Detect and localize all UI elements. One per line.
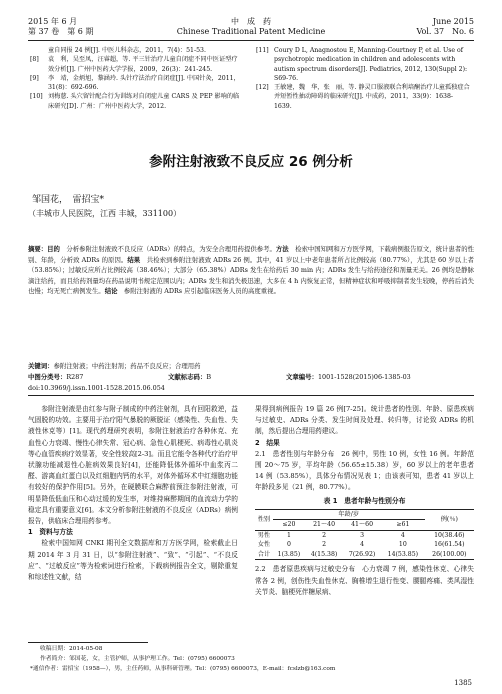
header-journal-cn: 中 成 药 — [231, 17, 271, 26]
footnote-corresponding: *通信作者：雷招宝（1958—），男，主任药师，从事科研管理。Tel：(0795) 6600073，E-mail：fcslzb@163.com — [30, 666, 336, 672]
methods-paragraph: 检索中国知网 CNKI 期刊全文数据库和万方医学网，检索截止日期 2014 年 3 月 31 日，以“参附注射液”、“致”、“引起”、“不良反应”、“过敏反应”等为检索词进行检索，下载病例报告全文，剔除重复和综述性文献，结 — [28, 539, 238, 582]
table-row: 女性 0 2 4 10 16(61.54) — [257, 541, 465, 549]
table-header-age: 年龄/岁 — [273, 509, 425, 520]
references-left — [30, 46, 242, 111]
article-affiliation: （丰城市人民医院，江西 丰城，331100） — [28, 209, 182, 218]
footnote-rule — [28, 642, 148, 643]
result-label: 结果 — [127, 255, 141, 264]
method-label: 方法 — [275, 245, 289, 253]
reference-item: [11] Coury D L, Anagnostou E, Manning-Courtney P, et al. Use of psychotropic medication in children and adolescents with autism spectrum disorders[J]. Pediatrics, 2012, 130(Suppl 2): S69-76. — [256, 47, 468, 82]
page-number: 1385 — [454, 679, 472, 687]
doi-line: doi:10.3969/j.issn.1001-1528.2015.06.054 — [28, 384, 165, 392]
table-header-age-group: ≤20 — [273, 520, 305, 531]
article-authors: 邹国花， 雷招宝* — [32, 195, 105, 205]
footnote-received: 收稿日期：2014-05-08 — [40, 646, 103, 652]
subsection-2-1: 2.1 患者性别与年龄分布 26 例中，男性 10 例，女性 16 例。年龄范围 20～75 岁，平均年龄（56.65±15.38）岁，60 岁以上的老年患者 14 例（53.85%），具体分布情况见表 1；由该表可知，患者 41 岁以上年龄段多见（21 例，80.77%）。 — [255, 449, 474, 492]
keywords-line — [28, 361, 474, 371]
article-title: 参附注射液致不良反应 26 例分析 — [149, 154, 353, 170]
header-rule — [28, 40, 474, 41]
abstract-aim: 分析参附注射液致不良反应（ADRs）的特点，为安全合理用药提供参考。 — [66, 245, 276, 253]
table-row: 男性 1 2 3 4 10(38.46) — [257, 531, 465, 539]
abstract — [28, 244, 474, 297]
doc-code-field: 文献标志码：B — [168, 373, 212, 381]
footnote-author: 作者简介：邹国花，女，主管护师，从事护理工作。Tel：(0795) 6600073 — [40, 656, 235, 662]
table-header-cases: 例(％) — [425, 509, 474, 530]
abstract-label: 摘要： — [28, 245, 48, 253]
table-header-sex: 性别 — [255, 509, 273, 530]
header-volume-en: Vol. 37 No. 6 — [416, 27, 474, 36]
running-header — [28, 17, 474, 39]
age-sex-table — [255, 509, 474, 561]
table-row: 合计 1(3.85) 4(15.38) 7(26.92) 14(53.85) 26(100.00) — [255, 550, 474, 560]
table-title: 表 1 患者年龄与性别分布 — [323, 496, 406, 505]
body-rule — [28, 395, 474, 396]
abstract-result: 共检索到参附注射液致 ADRs 26 例。其中，41 岁以上中老年患者所占比例较高（80.77%），尤其是 60 岁以上者（53.85%）；过敏反应所占比例较高（38.46%）；大部分（65.38%）ADRs 发生在给药后 30 min 内；ADRs 发生与给药途径和剂量无关。26 例均是静脉滴注给药，而且给药剂量均在药品说明书规定范围以内；ADRs 发生和消失极迅速，大多在 4 h 内恢复正常，但精神症状和呼吸抑制者发生较晚，停药后消失也慢；均无死亡病例发生。 — [28, 255, 475, 295]
reference-item: [12] 王敏建，魏 华，张 丽，等. 静灵口服液联合利培酮治疗儿童孤独症合并短暂性抽动障碍的临床研究[J]. 中成药，2011，33(9)：1638-1639. — [256, 84, 470, 110]
body-column-right — [255, 404, 474, 598]
keywords-label: 关键词： — [28, 362, 54, 370]
clc-field: 中图分类号：R287 — [28, 373, 84, 381]
header-volume: 第 37 卷 第 6 期 — [28, 27, 94, 36]
reference-item: 童自同报 24 例[J]. 中医儿科杂志，2011，7(4)：51-53. — [48, 47, 206, 54]
reference-item: [10] 刘梅慈. 头穴留针配合行为训练对自闭症儿童 CARS 及 PEP 影响的临床研究[D]. 广州：广州中医药大学，2012. — [30, 93, 240, 110]
section-heading: 1 资料与方法 — [28, 528, 73, 537]
reference-item: [8] 袁 利，吴至凤，汪睿超，等. 平三针治疗儿童自闭症不同中医证型疗效分析[J]. 广州中医药大学学报，2009，26(3)：241-245. — [30, 56, 238, 73]
header-journal-en: Chinese Traditional Patent Medicine — [176, 27, 326, 36]
abstract-conclusion: 参附注射液的 ADRs 应引起临床医务人员的高度重视。 — [123, 287, 280, 295]
subsection-2-2: 2.2 患者原患疾病与过敏史分布 心力衰竭 7 例，感染性休克、心律失常各 2 例，创伤性失血性休克、胸椎增生退行性变、腰腿疼痛、类风湿性关节炎、脑梗死伴糖尿病、 — [255, 565, 474, 596]
section-heading: 2 结果 — [255, 438, 280, 447]
aim-label: 目的 — [47, 245, 60, 253]
header-right — [416, 17, 474, 37]
reference-item: [9] 李 靖，金炳旭，黎涵玲. 头针疗法治疗自闭症[J]. 中国针灸，2011，31(8)：692-696. — [30, 74, 240, 92]
body-column-left — [28, 404, 238, 583]
methods-paragraph-cont: 果得到病例报告 19 篇 26 例[7-25]。统计患者的性别、年龄、原患疾病与过敏史、ADRs 分类、发生时间及处理、转归等，讨论致 ADRs 的机制，然后提出合理用药建议。 — [255, 405, 474, 436]
table-header-age-group: 21～40 — [305, 520, 343, 531]
abstract-method: 检索中国知网和万方医学网，下载病例报告原文，统计患者的性别、年龄，分析致 ADRs 的原因。 — [28, 245, 475, 264]
header-date: 2015 年 6 月 — [28, 17, 78, 26]
conclusion-label: 结论 — [104, 287, 118, 295]
header-center — [28, 17, 474, 37]
table-header-age-group: ≥61 — [381, 520, 425, 531]
header-date-en: June 2015 — [432, 17, 474, 26]
intro-paragraph: 参附注射液是由红参与附子制成的中药注射剂，具有回阳救逆，益气固脱的功效。主要用于治疗阳气暴脱的厥脱证（感染性、失血性、失液性休克等）[1]。现代药理研究表明，参附注射液治疗各种休克、充血性心力衰竭、慢性心律失常、冠心病、急性心肌梗死、病毒性心肌炎等心血管疾病疗效显著，安全性较高[2-3]。而且它能令各种代疗治疗甲状腺功能减退性心脏病效果良好[4]，还能降低体外循环中血浆丙二醛、游离血红蛋白以及红细胞内钙的水平，对体外循环术中红细胞功能有较好的保护作用[5]。另外，在硬膜联合麻醉前预注参附注射液，可明显降低低血压和心动过缓的发生率，对维持麻醉期间的血流动力学的稳定具有重要意义[6]。本文分析参附注射液的不良反应（ADRs）病例报告，供临床合理用药参考。 — [28, 405, 238, 526]
references-right — [256, 46, 470, 111]
keywords: 参附注射液；中药注射剂；药品不良反应；合理用药 — [53, 362, 201, 370]
article-no-field: 文章编号：1001-1528(2015)06-1385-03 — [286, 373, 411, 381]
table-header-age-group: 41～60 — [343, 520, 381, 531]
